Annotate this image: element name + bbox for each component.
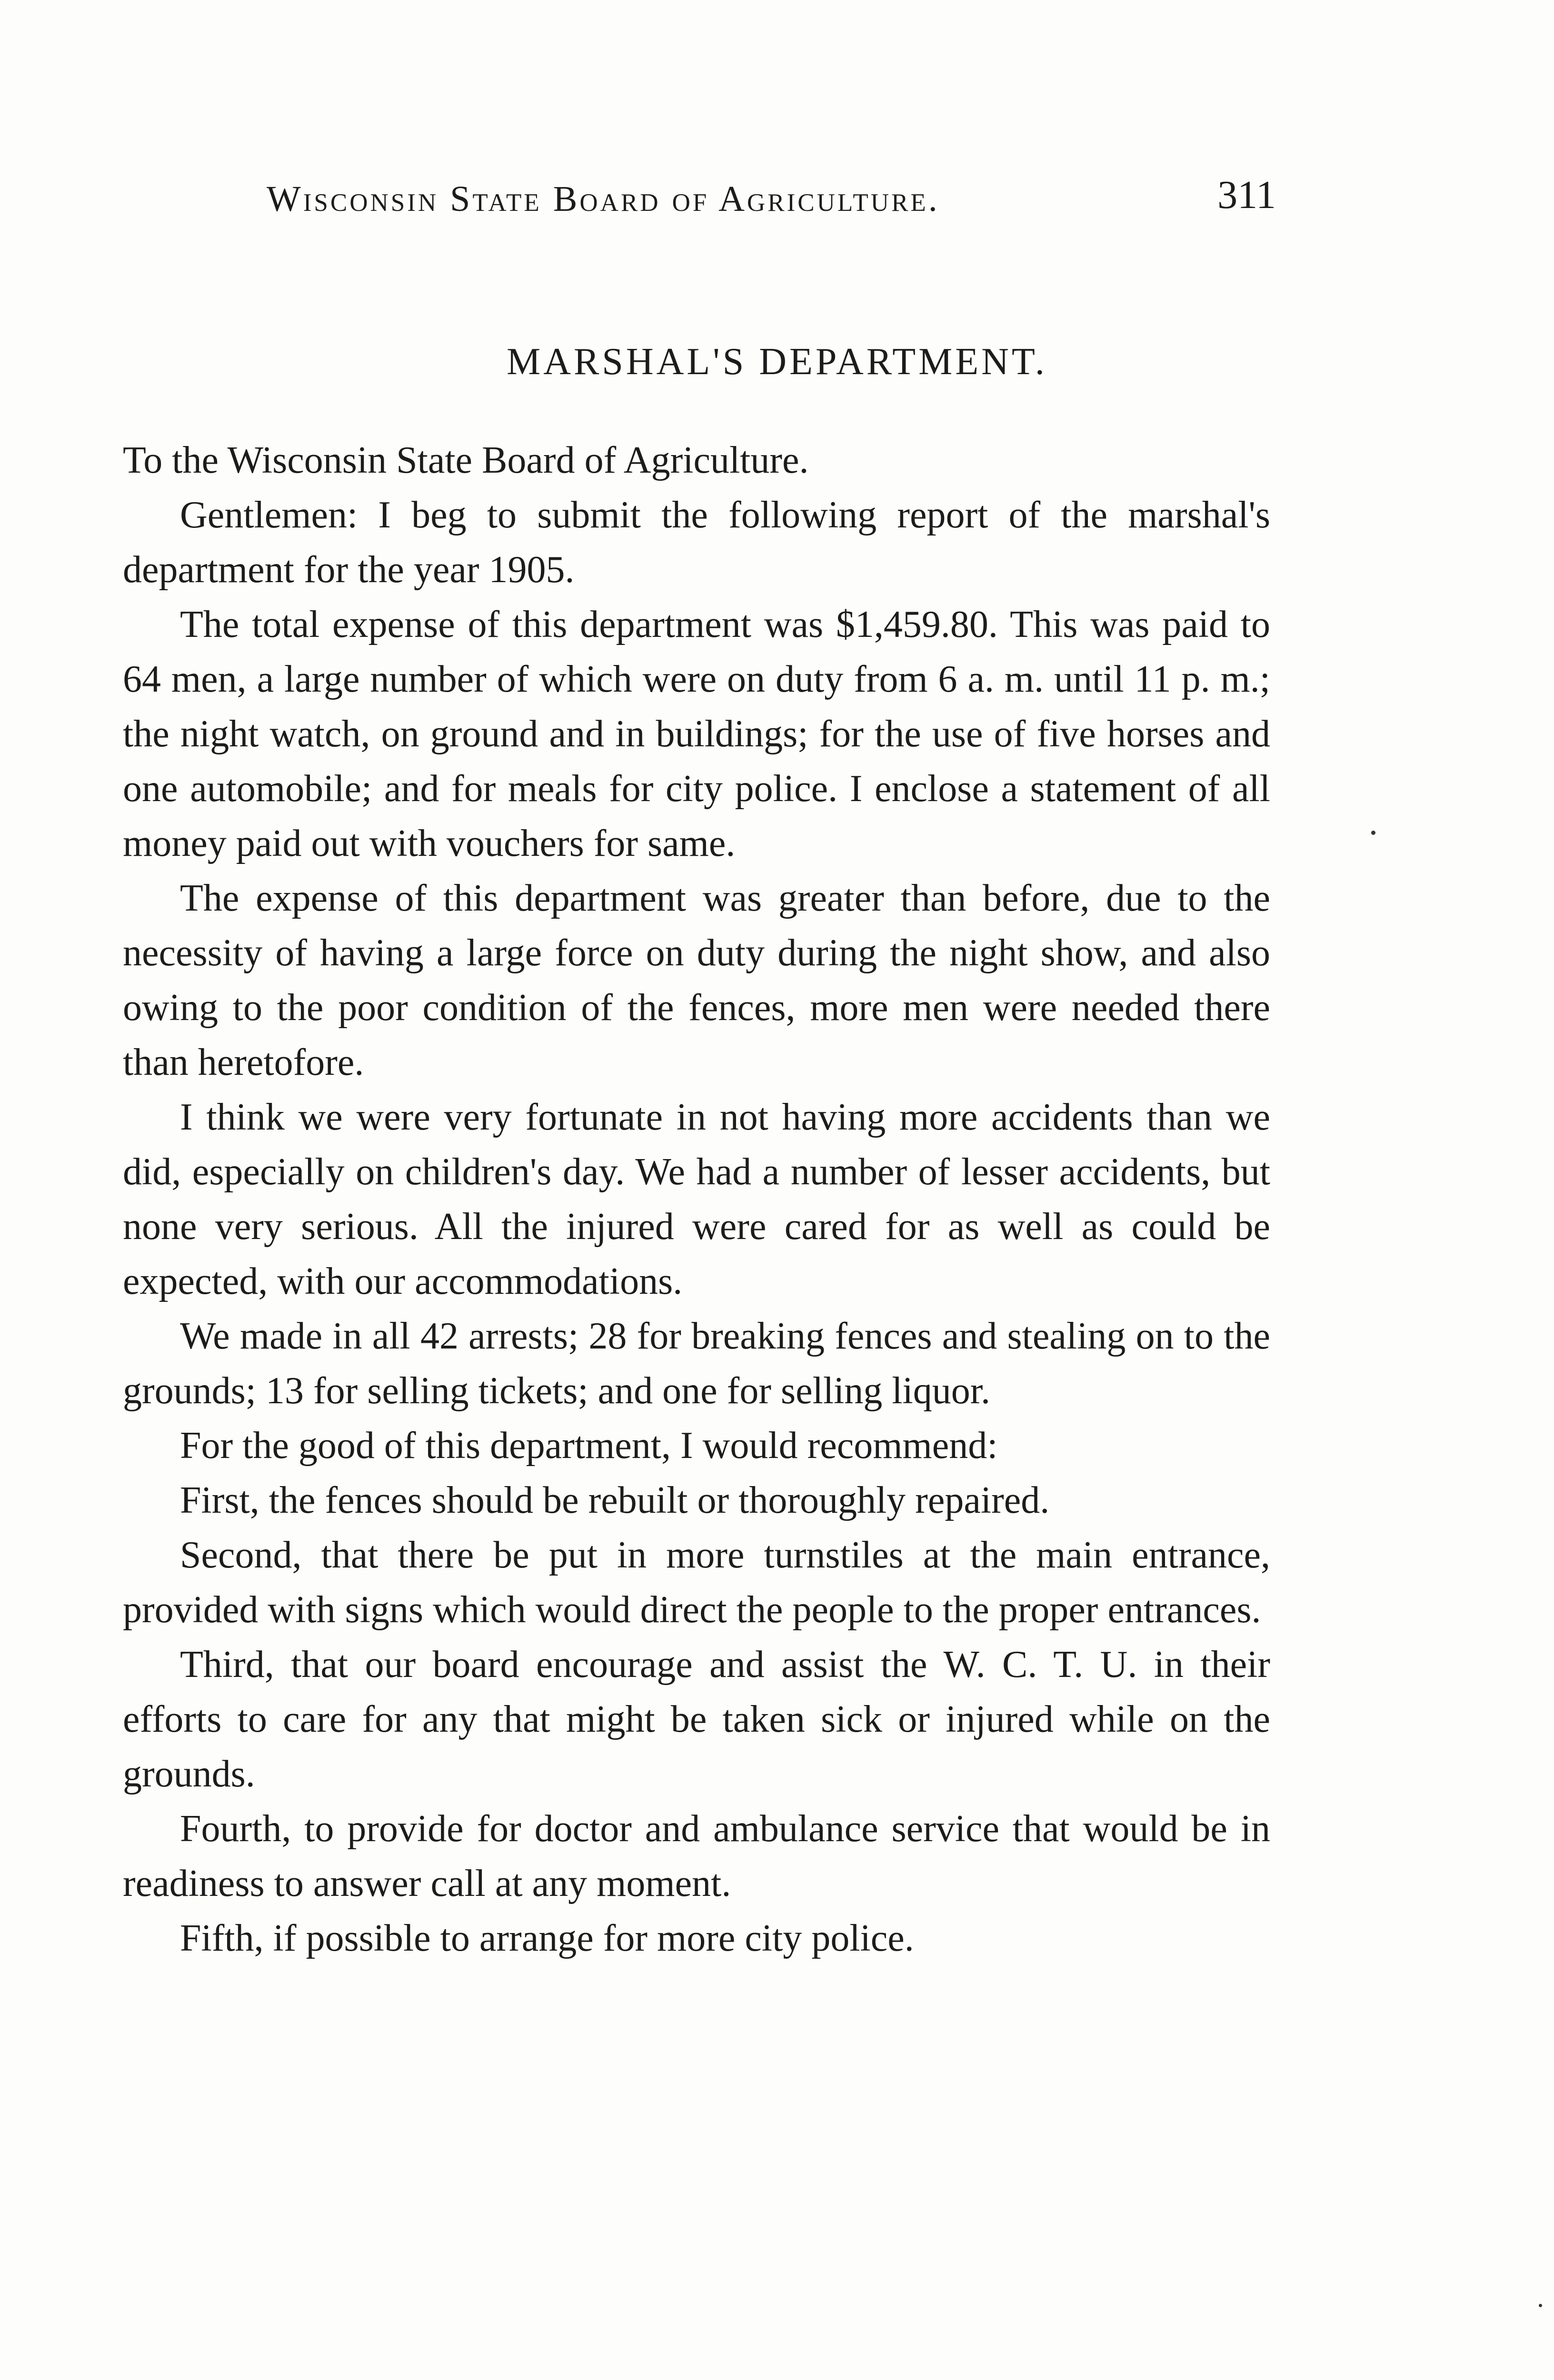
ink-speck <box>1371 831 1375 835</box>
salutation: To the Wisconsin State Board of Agriculture. <box>123 439 809 481</box>
recommendation-fourth: Fourth, to provide for doctor and ambulance service that would be in readiness to answer call at any moment. <box>123 1808 1270 1904</box>
report-body <box>123 433 1270 1966</box>
page-number: 311 <box>1217 173 1276 217</box>
paragraph-recommend: For the good of this department, I would recommend: <box>180 1425 998 1467</box>
recommendation-first: First, the fences should be rebuilt or thoroughly repaired. <box>180 1479 1050 1521</box>
running-head <box>267 173 1276 231</box>
section-title: MARSHAL'S DEPARTMENT. <box>507 341 1047 383</box>
recommendation-fifth: Fifth, if possible to arrange for more city police. <box>180 1917 914 1959</box>
paragraph-accidents: I think we were very fortunate in not having more accidents than we did, especially on children's day. We had a number of lesser accidents, but none very serious. All the injured were cared for as well as could be expected, with our accommodations. <box>123 1096 1270 1302</box>
paragraph-gentlemen: Gentlemen: I beg to submit the following report of the marshal's department for the year 1905. <box>123 494 1270 591</box>
running-title: Wisconsin State Board of Agriculture. <box>267 179 940 219</box>
ink-speck <box>1539 2304 1542 2307</box>
paragraph-total-expense: The total expense of this department was $1,459.80. This was paid to 64 men, a large number of which were on duty from 6 a. m. until 11 p. m.; the night watch, on ground and in buildings; for the use of five horses and one automobile; and for meals for city police. I enclose a statement of all money paid out with vouchers for same. <box>123 604 1270 864</box>
recommendation-second: Second, that there be put in more turnstiles at the main entrance, provided with signs which would direct the people to the proper entrances. <box>123 1534 1270 1631</box>
paragraph-expense-greater: The expense of this department was greater than before, due to the necessity of having a large force on duty during the night show, and also owing to the poor condition of the fences, more men were needed there than heretofore. <box>123 877 1270 1083</box>
paragraph-arrests: We made in all 42 arrests; 28 for breaking fences and stealing on to the grounds; 13 for selling tickets; and one for selling liquor. <box>123 1315 1270 1412</box>
recommendation-third: Third, that our board encourage and assist the W. C. T. U. in their efforts to care for any that might be taken sick or injured while on the grounds. <box>123 1644 1270 1795</box>
